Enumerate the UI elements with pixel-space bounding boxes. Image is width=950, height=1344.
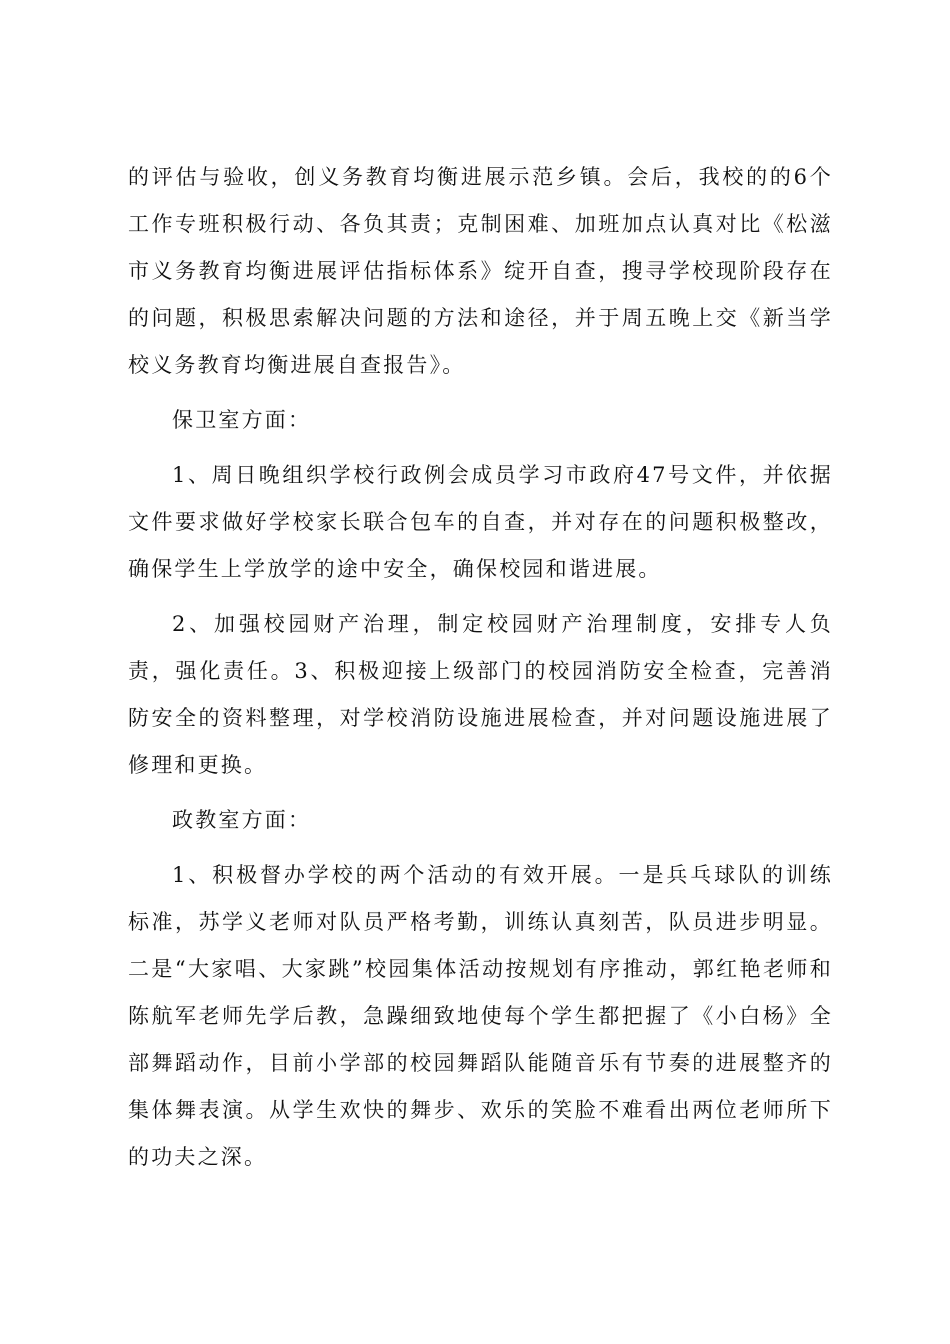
paragraph-political-education-1: 1、积极督办学校的两个活动的有效开展。一是兵乓球队的训练标准，苏学义老师对队员严格考勤，训练认真刻苦，队员进步明显。二是“大家唱、大家跳”校园集体活动按规划有序推动，郭红艳老师和陈航军老师先学后教，急躁细致地使每个学生都把握了《小白杨》全部舞蹈动作，目前小学部的校园舞蹈队能随音乐有节奏的进展整齐的集体舞表演。从学生欢快的舞步、欢乐的笑脸不难看出两位老师所下的功夫之深。	[128, 863, 833, 1169]
section-heading-security: 保卫室方面：	[172, 408, 312, 432]
section-heading-political-education: 政教室方面：	[172, 808, 312, 832]
paragraph-security-2: 2、加强校园财产治理，制定校园财产治理制度，安排专人负责，强化责任。3、积极迎接上级部门的校园消防安全检查，完善消防安全的资料整理，对学校消防设施进展检查，并对问题设施进展了修理和更换。	[128, 612, 833, 777]
paragraph-security-1: 1、周日晚组织学校行政例会成员学习市政府47号文件，并依据文件要求做好学校家长联合包车的自查，并对存在的问题积极整改，确保学生上学放学的途中安全，确保校园和谐进展。	[128, 463, 833, 581]
paragraph-evaluation: 的评估与验收，创义务教育均衡进展示范乡镇。会后，我校的的6个工作专班积极行动、各负其责；克制困难、加班加点认真对比《松滋市义务教育均衡进展评估指标体系》绽开自查，搜寻学校现阶段存在的问题，积极思索解决问题的方法和途径，并于周五晚上交《新当学校义务教育均衡进展自查报告》。	[128, 165, 833, 377]
document-body	[128, 154, 833, 1189]
